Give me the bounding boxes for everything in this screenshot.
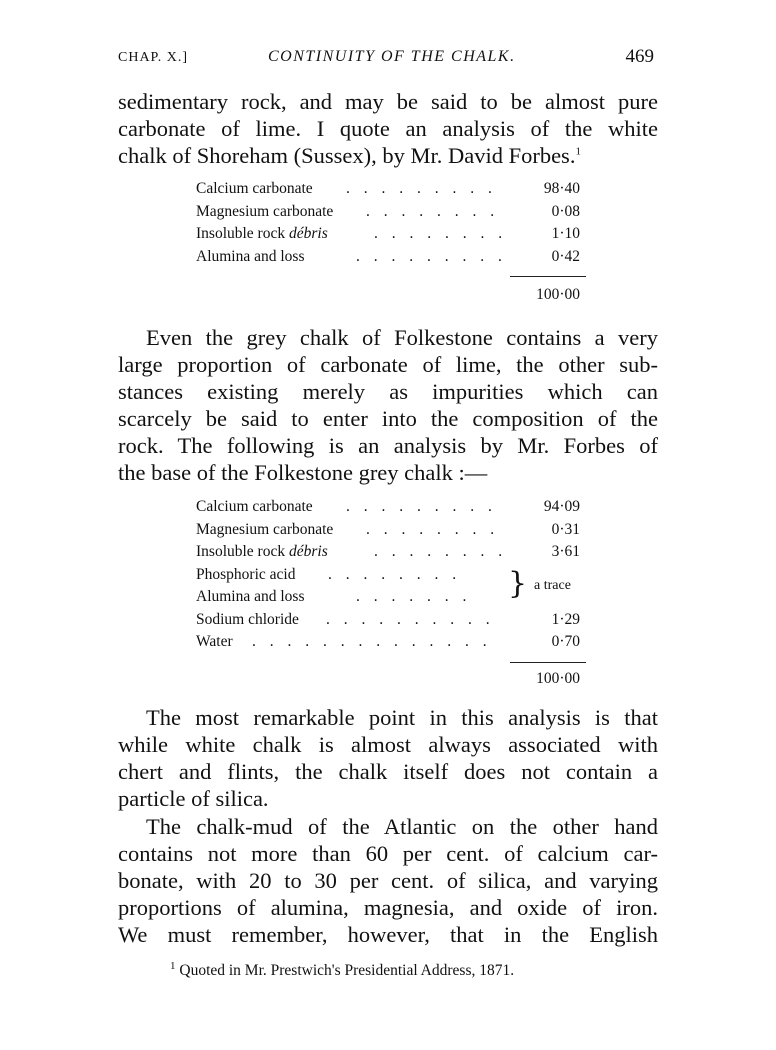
brace-value: a trace [534, 578, 571, 593]
footnote-mark: 1 [170, 959, 176, 972]
text-line: bonate, with 20 to 30 per cent. of silica, and varying [118, 868, 658, 893]
table-row [196, 203, 586, 226]
text-line: the base of the Folkestone grey chalk :— [118, 460, 488, 485]
table-row [196, 611, 586, 634]
row-label: Calcium carbonate [196, 180, 313, 197]
sum-rule [510, 662, 586, 663]
row-label-prefix: Insoluble rock [196, 543, 289, 560]
row-value: 94·09 [543, 498, 580, 515]
text-line: The most remarkable point in this analysis is that [146, 705, 658, 730]
dot-leader: . . . . . . . . . . [326, 610, 495, 628]
row-value: 1·29 [551, 610, 580, 628]
dot-leader: . . . . . . . . [374, 225, 508, 242]
dot-leader: . . . . . . . . . [346, 180, 497, 197]
row-label: Phosphoric acid [196, 565, 296, 583]
table-row [196, 633, 586, 656]
analysis-table-folkestone [196, 498, 586, 687]
text-line: scarcely be said to enter into the composition of the [118, 406, 658, 431]
dot-leader: . . . . . . . . [328, 565, 462, 583]
chapter-label: CHAP. X.] [118, 50, 189, 65]
row-value: 0·70 [551, 633, 580, 650]
table-total: 100·00 [536, 670, 580, 687]
running-title: CONTINUITY OF THE CHALK. [268, 48, 516, 65]
table-row [196, 588, 586, 611]
row-label: Magnesium carbonate [196, 202, 334, 220]
paragraph-3 [118, 704, 658, 812]
dot-leader: . . . . . . . . [374, 543, 508, 560]
text-line: while white chalk is almost always associated with [118, 732, 658, 757]
row-value: 1·10 [551, 225, 580, 242]
table-row [196, 498, 586, 521]
table-row [196, 248, 586, 271]
running-header [118, 46, 658, 72]
dot-leader: . . . . . . . . [366, 202, 500, 220]
dot-leader: . . . . . . . [356, 588, 472, 605]
paragraph-2 [118, 324, 658, 486]
row-label: Magnesium carbonate [196, 520, 334, 538]
text-line: Even the grey chalk of Folkestone contains a very [146, 325, 658, 350]
row-value: 0·31 [551, 520, 580, 538]
row-label-italic: débris [288, 543, 328, 560]
text-line: large proportion of carbonate of lime, the other sub- [118, 352, 658, 377]
row-label: Calcium carbonate [196, 498, 313, 515]
text-line: particle of silica. [118, 786, 269, 811]
dot-leader: . . . . . . . . [366, 520, 500, 538]
table-row [196, 180, 586, 203]
page-number: 469 [625, 46, 654, 67]
row-value: 3·61 [551, 543, 580, 560]
text-line: proportions of alumina, magnesia, and oxide of iron. [118, 895, 658, 920]
table-row [196, 566, 586, 589]
footnote-text: Quoted in Mr. Prestwich's Presidential Address, 1871. [179, 962, 515, 979]
row-label-italic: débris [288, 225, 328, 242]
paragraph-4 [118, 813, 658, 948]
row-value: 0·08 [551, 202, 580, 220]
table-row [196, 225, 586, 248]
footnote [170, 959, 515, 980]
text-line: We must remember, however, that in the English [118, 922, 658, 947]
table-row [196, 543, 586, 566]
row-label: Sodium chloride [196, 610, 299, 628]
paragraph-1 [118, 88, 658, 169]
row-label [196, 225, 328, 243]
dot-leader: . . . . . . . . . [346, 498, 497, 515]
table-row [196, 521, 586, 544]
text-line: rock. The following is an analysis by Mr. Forbes of [118, 433, 658, 458]
row-value: 98·40 [543, 180, 580, 197]
row-label: Alumina and loss [196, 247, 305, 265]
sum-rule [510, 276, 586, 277]
text-line: chert and flints, the chalk itself does not contain a [118, 759, 658, 784]
brace-glyph: } [508, 566, 528, 601]
row-label: Water [196, 633, 233, 650]
text-line-content: chalk of Shoreham (Sussex), by Mr. David Forbes. [118, 143, 576, 168]
text-line: contains not more than 60 per cent. of calcium car- [118, 841, 658, 866]
row-label-prefix: Insoluble rock [196, 225, 289, 242]
dot-leader: . . . . . . . . . [356, 247, 507, 265]
text-line: sedimentary rock, and may be said to be almost pure [118, 89, 658, 114]
footnote-reference[interactable]: 1 [575, 145, 581, 158]
dot-leader: . . . . . . . . . . . . . . [252, 633, 492, 650]
row-label: Alumina and loss [196, 588, 305, 605]
row-label [196, 543, 328, 561]
text-line: stances existing merely as impurities which can [118, 379, 658, 404]
row-value: 0·42 [551, 247, 580, 265]
analysis-table-shoreham [196, 180, 586, 303]
table-total: 100·00 [536, 286, 580, 303]
text-line: The chalk-mud of the Atlantic on the other hand [146, 814, 658, 839]
text-line: carbonate of lime. I quote an analysis of the white [118, 116, 658, 141]
text-line [118, 142, 658, 169]
